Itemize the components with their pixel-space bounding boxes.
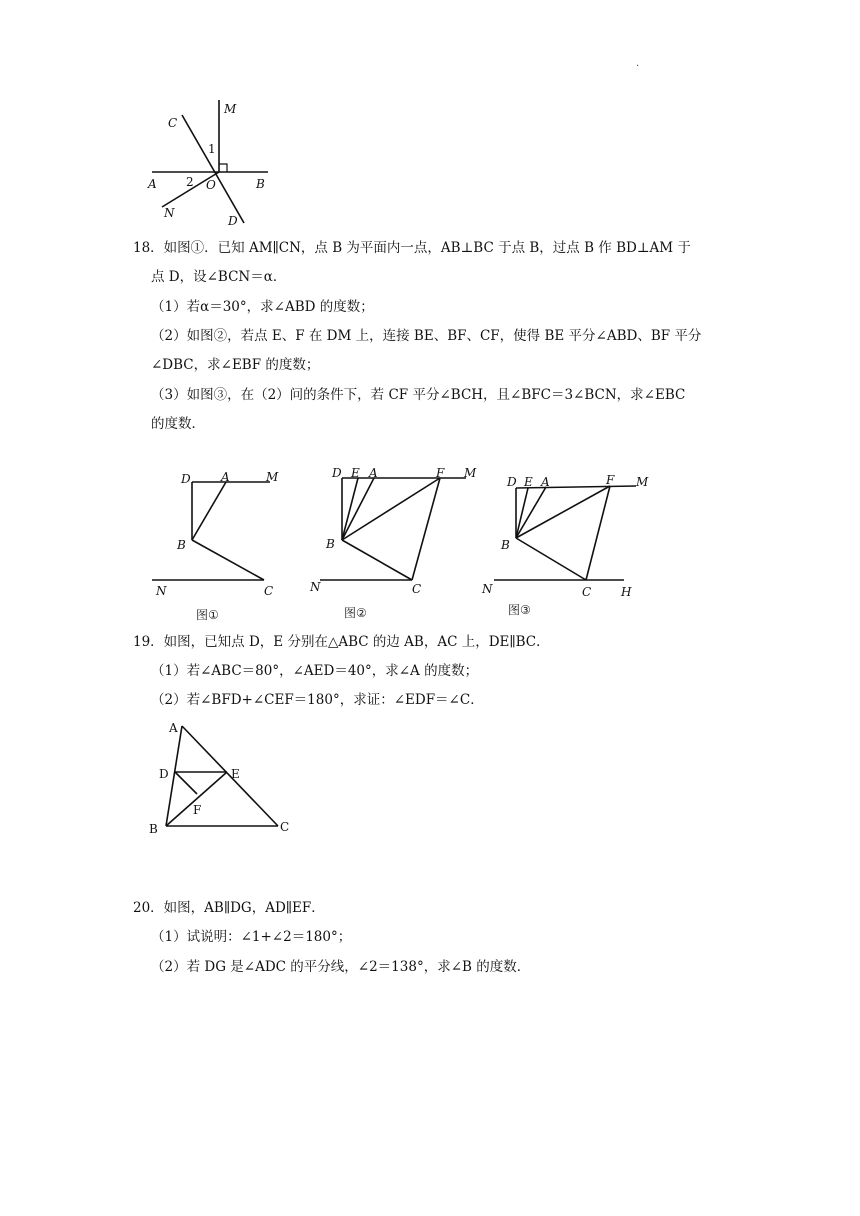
label-a: A — [541, 475, 550, 489]
line-be — [166, 772, 227, 826]
label-e: E — [524, 475, 533, 489]
line-ab — [192, 482, 226, 540]
q18-line2: 点 D，设∠BCN＝α． — [151, 269, 287, 285]
q18-part3b: 的度数． — [151, 416, 205, 432]
line-dm — [516, 486, 636, 488]
label-m: M — [266, 470, 279, 484]
figure-18-3 — [480, 472, 660, 602]
line-be — [516, 488, 528, 538]
angle-label-2: 2 — [186, 175, 194, 189]
label-a: A — [169, 721, 178, 735]
label-f: F — [606, 473, 615, 487]
label-e: E — [351, 466, 360, 480]
q18-line1: 18．如图①．已知 AM∥CN，点 B 为平面内一点，AB⊥BC 于点 B，过点 B 作 BD⊥AM 于 — [133, 240, 691, 256]
label-a: A — [221, 470, 230, 484]
line-bc — [516, 538, 586, 580]
label-c: C — [168, 116, 178, 130]
q20-part2: （2）若 DG 是∠ADC 的平分线，∠2＝138°，求∠B 的度数． — [151, 959, 531, 975]
label-n: N — [164, 206, 175, 220]
label-b: B — [256, 177, 265, 191]
line-df — [175, 772, 197, 794]
q18-part1: （1）若α＝30°，求∠ABD 的度数； — [151, 299, 374, 315]
figure-18-1 — [148, 470, 298, 600]
label-h: H — [621, 585, 632, 599]
label-n: N — [482, 582, 493, 596]
label-d: D — [159, 767, 169, 781]
label-a: A — [369, 466, 378, 480]
label-m: M — [636, 475, 649, 489]
q20-line1: 20．如图，AB∥DG，AD∥EF． — [133, 900, 325, 916]
label-d: D — [507, 475, 517, 489]
label-n: N — [156, 584, 167, 598]
q19-part2: （2）若∠BFD+∠CEF＝180°，求证：∠EDF＝∠C． — [151, 692, 484, 708]
label-b: B — [149, 822, 158, 836]
label-b: B — [501, 538, 510, 552]
caption-fig2: 图② — [344, 606, 367, 620]
label-n: N — [310, 580, 321, 594]
label-o: O — [206, 178, 216, 192]
q18-part3a: （3）如图③，在（2）问的条件下，若 CF 平分∠BCH，且∠BFC＝3∠BCN，求∠EBC — [151, 387, 686, 403]
label-d: D — [332, 466, 342, 480]
label-f: F — [193, 803, 202, 817]
header-mark: . — [636, 58, 640, 69]
q19-line1: 19．如图，已知点 D，E 分别在△ABC 的边 AB，AC 上，DE∥BC． — [133, 634, 550, 650]
figure-17 — [140, 95, 280, 230]
line-bc — [342, 540, 412, 580]
q20-part1: （1）试说明：∠1+∠2＝180°； — [151, 929, 352, 945]
caption-fig1: 图① — [196, 608, 219, 622]
q18-part2a: （2）如图②，若点 E、F 在 DM 上，连接 BE、BF、CF，使得 BE 平分∠ABD、BF 平分 — [151, 328, 702, 344]
label-c: C — [412, 582, 422, 596]
label-d: D — [228, 214, 238, 228]
label-a: A — [148, 177, 157, 191]
q19-part1: （1）若∠ABC＝80°，∠AED＝40°，求∠A 的度数； — [151, 663, 479, 679]
label-c: C — [582, 585, 592, 599]
line-cd — [182, 115, 244, 223]
label-f: F — [436, 466, 445, 480]
label-m: M — [224, 102, 237, 116]
label-e: E — [231, 767, 240, 781]
figure-19 — [145, 716, 295, 841]
angle-label-1: 1 — [208, 142, 216, 156]
label-m: M — [464, 466, 477, 480]
label-b: B — [326, 537, 335, 551]
line-bc — [192, 540, 264, 580]
line-fc — [586, 486, 610, 580]
line-bf — [516, 486, 610, 538]
q18-part2b: ∠DBC，求∠EBF 的度数； — [151, 357, 320, 373]
caption-fig3: 图③ — [508, 603, 531, 617]
label-d: D — [181, 472, 191, 486]
label-b: B — [177, 538, 186, 552]
label-c: C — [264, 584, 274, 598]
right-angle-mark — [219, 164, 227, 172]
label-c: C — [280, 820, 290, 834]
figure-18-2 — [308, 466, 488, 596]
